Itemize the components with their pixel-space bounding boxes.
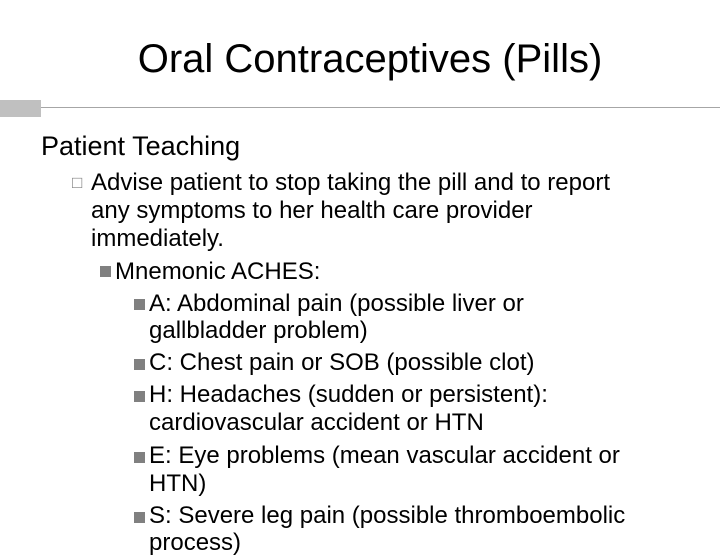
square-bullet-icon — [134, 299, 145, 310]
advise-line-3: immediately. — [91, 225, 224, 252]
mnemonic-item-h-line-1: H: Headaches (sudden or persistent): — [149, 381, 548, 408]
mnemonic-item-h-line-2: cardiovascular accident or HTN — [149, 409, 484, 436]
mnemonic-item-a-line-1: A: Abdominal pain (possible liver or — [149, 290, 524, 317]
square-bullet-icon — [134, 359, 145, 370]
mnemonic-item-e-line-2: HTN) — [149, 470, 207, 497]
section-heading: Patient Teaching — [41, 131, 241, 161]
mnemonic-item-a-line-2: gallbladder problem) — [149, 317, 368, 344]
slide-title: Oral Contraceptives (Pills) — [137, 37, 603, 81]
mnemonic-heading: Mnemonic ACHES: — [115, 258, 321, 285]
mnemonic-item-e-line-1: E: Eye problems (mean vascular accident or — [149, 442, 620, 469]
square-bullet-icon — [134, 391, 145, 402]
square-bullet-icon — [134, 512, 145, 523]
mnemonic-item-s-line-1: S: Severe leg pain (possible thromboembolic — [149, 502, 626, 529]
advise-line-2: any symptoms to her health care provider — [91, 197, 533, 224]
square-bullet-icon — [100, 266, 111, 277]
hollow-square-bullet-icon: □ — [72, 173, 83, 192]
mnemonic-item-s-line-2: process) — [149, 529, 242, 556]
square-bullet-icon — [134, 452, 145, 463]
advise-line-1: Advise patient to stop taking the pill and to report — [91, 169, 610, 196]
title-accent-bar — [0, 100, 41, 117]
mnemonic-item-c: C: Chest pain or SOB (possible clot) — [149, 349, 535, 376]
title-divider — [41, 107, 720, 108]
